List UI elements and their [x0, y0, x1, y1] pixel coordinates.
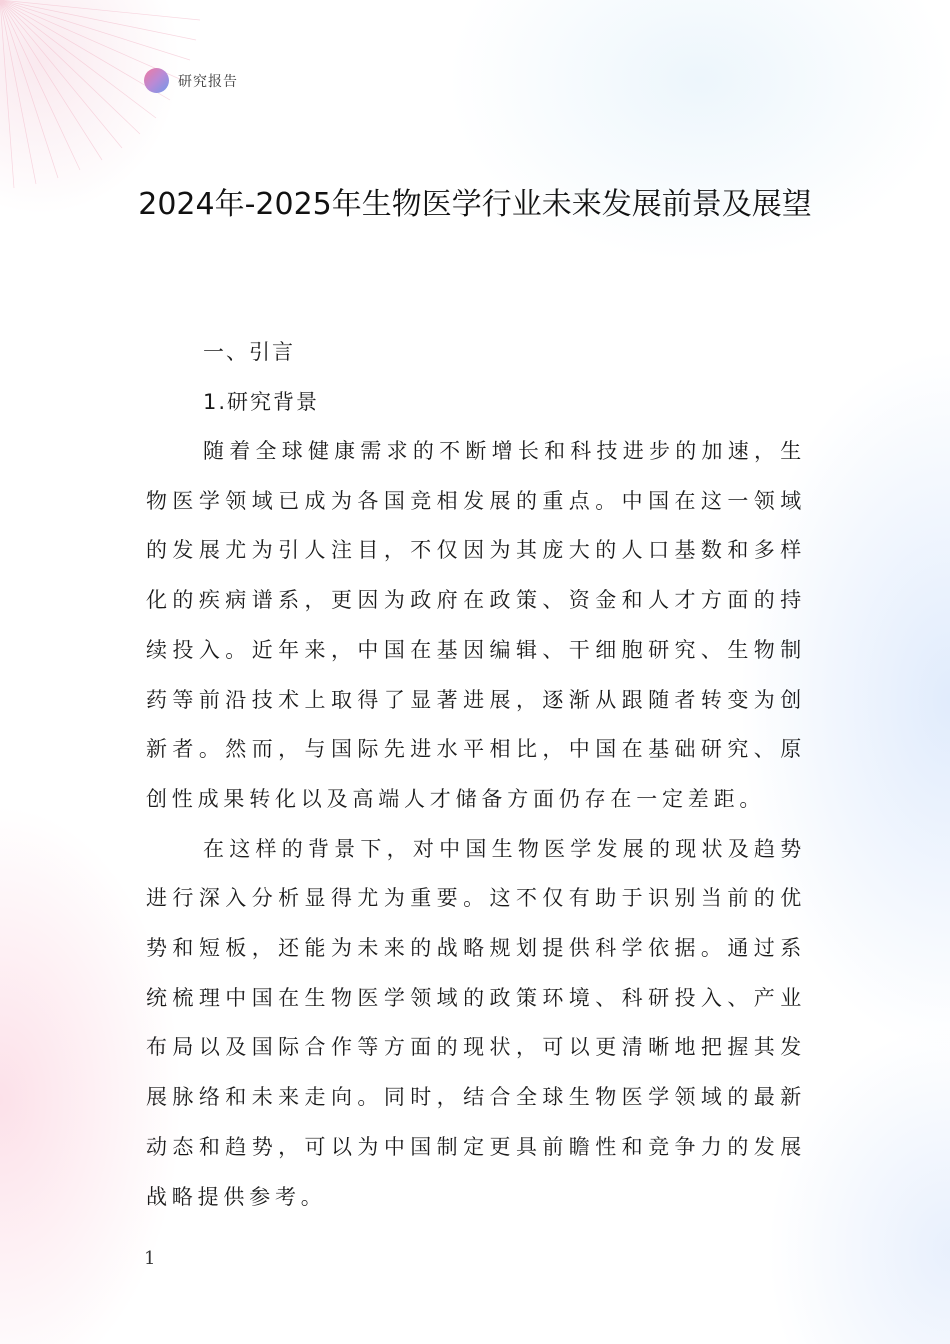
brand-logo-icon — [144, 68, 169, 93]
brand-label: 研究报告 — [178, 73, 238, 90]
section-heading: 一、引言 — [203, 340, 295, 364]
body-paragraph: 在这样的背景下，对中国生物医学发展的现状及趋势进行深入分析显得尤为重要。这不仅有助于识别当前的优势和短板，还能为未来的战略规划提供科学依据。通过系统梳理中国在生物医学领域的政策环境、科研投入、产业布局以及国际合作等方面的现状，可以更清晰地把握其发展脉络和未来走向。同时，结合全球生物医学领域的最新动态和趋势，可以为中国制定更具前瞻性和竞争力的发展战略提供参考。 — [146, 836, 806, 1209]
body-paragraph: 随着全球健康需求的不断增长和科技进步的加速，生物医学领域已成为各国竞相发展的重点。中国在这一领域的发展尤为引人注目，不仅因为其庞大的人口基数和多样化的疾病谱系，更因为政府在政策、资金和人才方面的持续投入。近年来，中国在基因编辑、干细胞研究、生物制药等前沿技术上取得了显著进展，逐渐从跟随者转变为创新者。然而，与国际先进水平相比，中国在基础研究、原创性成果转化以及高端人才储备方面仍存在一定差距。 — [146, 439, 806, 811]
document-body — [146, 327, 806, 1222]
decorative-corner-rays — [0, 0, 200, 190]
subsection-heading: 1.研究背景 — [203, 390, 320, 414]
document-title: 2024年-2025年生物医学行业未来发展前景及展望 — [138, 187, 812, 222]
report-header — [144, 68, 238, 93]
page-number: 1 — [144, 1248, 156, 1269]
